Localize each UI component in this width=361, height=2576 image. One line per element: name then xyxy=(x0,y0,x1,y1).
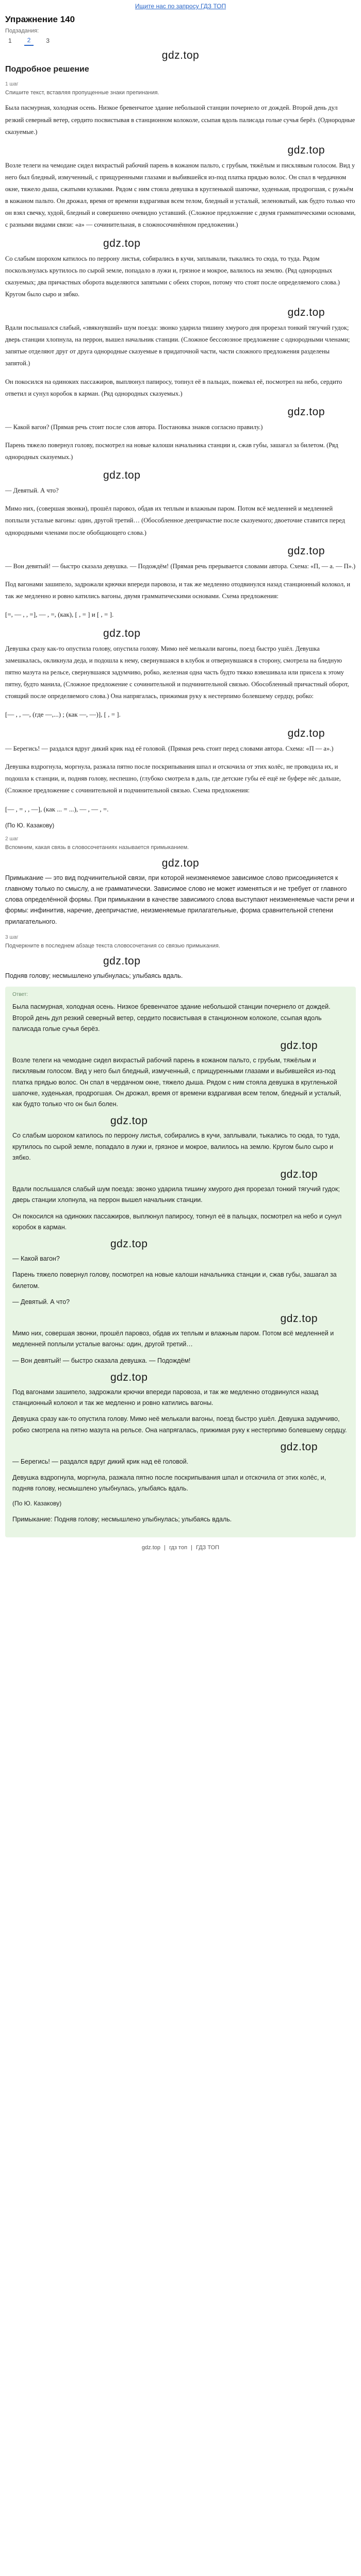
subpart-tab-1[interactable]: 1 xyxy=(8,37,12,44)
answer-paragraph: Он покосился на одиноких пассажиров, выплюнул папиросу, топнул её в пальцах, посмотрел на небо и сунул коробок в карман. xyxy=(12,1212,342,1231)
answer-paragraph: — Вон девятый! — быстро сказала девушка. — Подождём! xyxy=(12,1357,191,1364)
watermark: gdz.top xyxy=(280,1040,318,1052)
watermark: gdz.top xyxy=(287,405,325,418)
watermark: gdz.top xyxy=(280,1440,318,1453)
footer-separator: | xyxy=(164,1544,166,1551)
footer-link[interactable]: ГДЗ ТОП xyxy=(196,1544,220,1551)
watermark: gdz.top xyxy=(110,1371,148,1383)
watermark: gdz.top xyxy=(110,1115,148,1127)
subpart-tab-3[interactable]: 3 xyxy=(46,37,50,44)
watermark: gdz.top xyxy=(280,1313,318,1325)
answer-paragraph: — Берегись! — раздался вдруг дикий крик над её головой. xyxy=(12,1458,189,1465)
answer-paragraph: Возле телеги на чемодане сидел вихрастый рабочий парень в кожаном пальто, с грубым, тяжёлым и писклявым голосом. Вид у него был бледный, измученный, с прищуренными глазами и выбившейся из-под платка прядью волос. Он спал в чердачном окне, тяжело дыша. Рядом с ним стояла девушка в кругленькой шапочке, худенькая, продрогшая. Он дрожал, время от времени вздрагивая всем телом, бледный и усталый, как будто только что он был болен. xyxy=(12,1057,341,1108)
task-1-text: Спишите текст, вставляя пропущенные знаки препинания. xyxy=(5,90,159,96)
answer-final: Примыкание: Подняв голову; несмышлено улыбнулась; улыбаясь вдаль. xyxy=(12,1515,232,1523)
answer-label: Ответ: xyxy=(12,992,28,998)
answer-paragraph: Парень тяжело повернул голову, посмотрел на новые калоши начальника станции и, сжав губы, зашагал за билетом. xyxy=(12,1271,337,1290)
watermark: gdz.top xyxy=(161,857,200,869)
answer-paragraph: — Девятый. А что? xyxy=(12,1298,70,1306)
step1-paragraph: Девушка сразу как-то опустила голову, опустила голову. Мимо неё мелькали вагоны, поезд быстро ушёл. Девушка замешкалась, окликнула деда, и подошла к нему, свернувшаяся в клубок и отвернувшаяся в сторону, смотрела на бледную пятно мазута на рельсе, свернувшаяся задумчиво, робко, железная одна часть будто тяжко взвешивала или присела к этому пятну, будто манила, (Сложное предложение с сочинительной и подчинительной связью. Обособленный причастный оборот, стоящий после определяемого слова.) Она напрягалась, прижимая руку к нестерпимо болевшему сердцу, робко: xyxy=(5,645,349,700)
subpart-tab-2[interactable]: 2 xyxy=(24,36,34,46)
detailed-title: Подробное решение xyxy=(5,65,89,74)
page-title: Упражнение 140 xyxy=(5,14,75,24)
answer-paragraph: Девушка вздрогнула, моргнула, разжала пятно после поскрипывания шпал и отскочила от этих колёс, и, подняв голову, несмышлено улыбнулась, улыбаясь вдаль. xyxy=(12,1474,326,1493)
footer-separator: | xyxy=(191,1544,192,1551)
step2-text: Примыкание — это вид подчинительной связи, при которой неизменяемое зависимое слово присоединяется к главному только по смыслу, а не грамматически. Зависимое слово не может изменяться и не требует от главного слова определённой формы. При примыкании в качестве зависимого слова выступают неизменяемые части речи и формы: инфинитив, наречие, деепричастие, неизменяемые прилагательные, форма сравнительной степени прилагательного. xyxy=(5,874,354,925)
step1-paragraph: Парень тяжело повернул голову, посмотрел на новые калоши начальника станции и, сжав губы, зашагал за билетом. (Ряд однородных сказуемых.) xyxy=(5,441,338,461)
watermark: gdz.top xyxy=(287,545,325,557)
task-3-label: 3 шаг xyxy=(5,934,19,940)
step1-paragraph: — Девятый. А что? xyxy=(5,487,59,495)
watermark: gdz.top xyxy=(103,237,141,249)
sentence-scheme: [=, — , , =], — , =, (как), [ , = ] и [ , = ]. xyxy=(5,611,114,619)
watermark: gdz.top xyxy=(287,727,325,740)
task-3-text: Подчеркните в последнем абзаце текста словосочетания со связью примыкания. xyxy=(5,942,220,949)
watermark: gdz.top xyxy=(287,144,325,156)
footer-link[interactable]: гдз топ xyxy=(169,1544,188,1551)
answer-paragraph: Вдали послышался слабый шум поезда: звонко ударила тишину хмурого дня прорезал тонкий тягучий гудок; дверь станции хлопнула, на перрон вышел начальник станции. xyxy=(12,1185,340,1204)
answer-paragraph: Мимо них, совершая звонки, прошёл паровоз, обдав их теплым и влажным паром. Потом всё медленней и медленней поплыли усталые вагоны: один, другой третий… xyxy=(12,1330,334,1348)
step3-text: Подняв голову; несмышлено улыбнулась; улыбаясь вдаль. xyxy=(5,972,183,980)
step1-paragraph: Мимо них, (совершая звонки), прошёл паровоз, обдав их теплым и влажным паром. Потом всё медленней и медленней поплыли усталые вагоны: один, другой третий… (Обособленное деепричастие после сказуемого; двоеточие ставится перед однородными членами после обобщающего слова.) xyxy=(5,505,345,536)
watermark: gdz.top xyxy=(110,1238,148,1250)
watermark: gdz.top xyxy=(280,1168,318,1181)
answer-paragraph: — Какой вагон? xyxy=(12,1255,60,1263)
answer-paragraph: Была пасмурная, холодная осень. Низкое бревенчатое здание небольшой станции почернело от дождей. Второй день дул резкий северный ветер, сердито посвистывая в станционном колоколе, ссыпая вдоль палисада голые сучья берёз. xyxy=(12,1003,331,1032)
sentence-scheme: [— , , —, (где —,...) ; (как —, —)], [ , = ]. xyxy=(5,710,121,719)
answer-paragraph: Под вагонами зашипело, задрожали крючки впереди паровоза, и так же медленно отодвинулся назад станционный колокол и так же медленно и ровно катились вагоны. xyxy=(12,1388,319,1407)
footer xyxy=(5,1545,356,1551)
step1-paragraph: — Берегись! — раздался вдруг дикий крик над её головой. (Прямая речь стоит перед словами автора. Схема: «П — а».) xyxy=(5,745,334,753)
watermark: gdz.top xyxy=(103,627,141,639)
answer-paragraph: Девушка сразу как-то опустила голову. Мимо неё мелькали вагоны, поезд быстро ушёл. Девушка задумчиво, робко смотрела на пятно мазута на рельсе. Она напрягалась, прижимая руку к нестерпимо болевшему сердцу. xyxy=(12,1415,347,1434)
step1-paragraph: Со слабым шорохом катилось по перрону листья, собирались в кучи, заплывали, тыкались то сюда, то туда. Рядом поскользнулась крутилось по сырой земле, попадало в лужи и, грязное и мокрое, валилось на землю. (Ряд однородных сказуемых; два причастных оборота выделяются запятыми с обеих сторон, потому что стоят после определяемого слова.) Кругом было сыро и зябко. xyxy=(5,255,340,298)
watermark: gdz.top xyxy=(287,307,325,319)
step1-paragraph: Девушка вздрогнула, моргнула, разжала пятно после поскрипывания шпал и отскочила от этих колёс, не проводила их, и подошла к станции, и, подняв голову, неспешно, (глубоко смотрела в даль, где детские губы её ещё не буфере нёс дальше, (Сложное предложение с сочинительной и подчинительной связью. Схема предложения: xyxy=(5,763,341,794)
step1-paragraph: — Вон девятый! — быстро сказала девушка. — Подождём! (Прямая речь прерывается словами автора. Схема: «П, — а. — П».) xyxy=(5,562,356,570)
watermark: gdz.top xyxy=(103,955,141,968)
step1-paragraph: Под вагонами зашипело, задрожали крючки впереди паровоза, и так же медленно отодвинулся назад станционный колокол, и так же медленно и ровно катились вагоны, двумя грамматическими основами. Схема предложения: xyxy=(5,580,351,600)
watermark: gdz.top xyxy=(103,469,141,482)
task-2-text: Вспомним, какая связь в словосочетаниях называется примыканием. xyxy=(5,844,189,851)
subparts-label: Подзадания: xyxy=(5,28,39,34)
step1-paragraph: Возле телеги на чемодане сидел вихрастый рабочий парень в кожаном пальто, с грубым, тяжёлым и писклявым голосом. Вид у него был бледный, измученный, с прищуренными глазами и выбившейся из-под платка прядью волос. Он спал в чердачном окне, тяжело дыша, сжатыми кулаками. Рядом с ним стояла девушка в кругленькой шапочке, худенькая, продрогшая, с ружьём в кожаном пальто. Он дрожал, время от времени вздрагивая всем телом, бледный и усталый, зеленоватый, как будто только что он взял свечку, худой, бледный и совершенно очевидно уставший. (Сложное предложение с двумя грамматическими основами, с разными видами связи: «а» — сочинительная, в сложносочинённом предложении.) xyxy=(5,161,356,229)
top-search-link[interactable]: Ищите нас по запросу ГДЗ ТОП xyxy=(135,3,226,10)
task-1-label: 1 шаг xyxy=(5,81,19,87)
step1-paragraph: — Какой вагон? (Прямая речь стоит после слов автора. Постановка знаков согласно правилу.) xyxy=(5,423,263,431)
subparts-pager xyxy=(5,35,356,46)
answer-paragraph: Со слабым шорохом катилось по перрону листья, собирались в кучи, заплывали, тыкались то сюда, то туда, крутилось по сырой земле, попадало в лужи и, грязное и мокрое, валилось на землю. Кругом было сыро и зябко. xyxy=(12,1132,340,1161)
source-citation: (По Ю. Казакову) xyxy=(5,822,55,829)
answer-source-citation: (По Ю. Казакову) xyxy=(12,1499,62,1507)
step1-paragraph: Он покосился на одиноких пассажиров, выплюнул папиросу, топнул её в пальцах, пожевал её, посмотрел на небо, сердито ответил и сунул коробок в карман. (Ряд однородных сказуемых.) xyxy=(5,378,342,397)
answer-section xyxy=(5,987,356,1537)
task-2-label: 2 шаг xyxy=(5,836,19,842)
sentence-scheme: [— , = , , —], (как ... = ...), — , — , =. xyxy=(5,805,109,813)
watermark: gdz.top xyxy=(161,49,200,61)
step1-paragraph: Была пасмурная, холодная осень. Низкое бревенчатое здание небольшой станции почернело от дождей. Второй день дул резкий северный ветер, сердито посвистывая в станционном колоколе, ссыпая вдоль палисада голые сучья берёз. (Однородные сказуемые.) xyxy=(5,104,355,135)
footer-link[interactable]: gdz.top xyxy=(141,1544,161,1551)
step1-paragraph: Вдали послышался слабый, «звякнувший» шум поезда: звонко ударила тишину хмурого дня прорезал тонкий тягучий гудок; дверь станции хлопнула, на перрон, вышел начальник станции. (Сложное бессоюзное предложение с однородными членами; запятые отделяют друг от друга однородные сказуемые в придаточной части, части сложного предложения разделены запятой.) xyxy=(5,324,350,367)
